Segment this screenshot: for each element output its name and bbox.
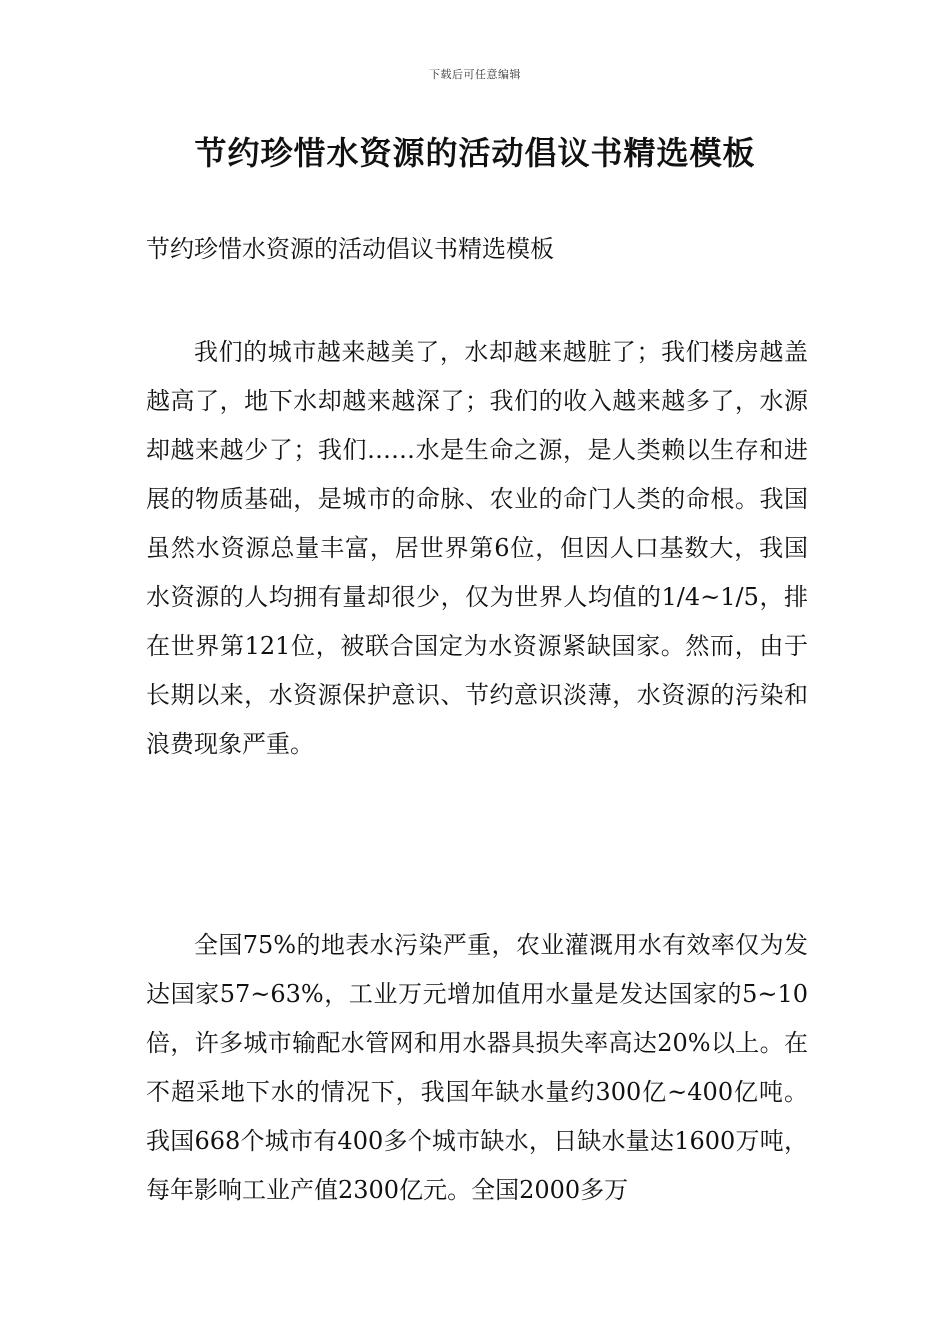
document-title: 节约珍惜水资源的活动倡议书精选模板 <box>194 134 756 172</box>
header-note: 下载后可任意编辑 <box>429 68 521 81</box>
body-paragraph-1: 我们的城市越来越美了，水却越来越脏了；我们楼房越盖越高了，地下水却越来越深了；我们的收入越来越多了，水源却越来越少了；我们……水是生命之源，是人类赖以生存和进展的物质基础，是城市的命脉、农业的命门人类的命根。我国虽然水资源总量丰富，居世界第6位，但因人口基数大，我国水资源的人均拥有量却很少，仅为世界人均值的1/4~1/5，排在世界第121位，被联合国定为水资源紧缺国家。然而，由于长期以来，水资源保护意识、节约意识淡薄，水资源的污染和浪费现象严重。 <box>146 338 808 758</box>
body-paragraph-2: 全国75%的地表水污染严重，农业灌溉用水有效率仅为发达国家57~63%，工业万元增加值用水量是发达国家的5~10倍，许多城市输配水管网和用水器具损失率高达20%以上。在不超采地下水的情况下，我国年缺水量约300亿~400亿吨。我国668个城市有400多个城市缺水，日缺水量达1600万吨，每年影响工业产值2300亿元。全国2000多万 <box>146 931 808 1204</box>
document-subtitle: 节约珍惜水资源的活动倡议书精选模板 <box>146 235 554 263</box>
